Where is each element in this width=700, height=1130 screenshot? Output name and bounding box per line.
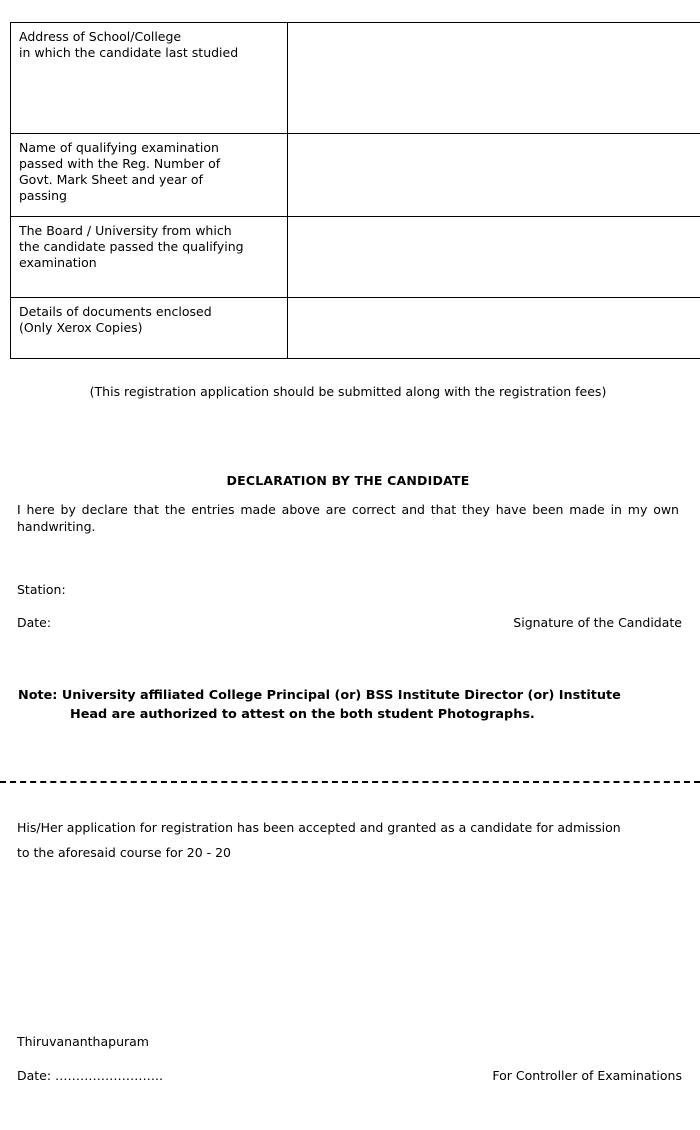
- cut-here-divider: [0, 781, 700, 783]
- candidate-details-table: [10, 22, 700, 359]
- table-row: [11, 217, 700, 298]
- office-acceptance-paragraph: [17, 815, 680, 865]
- declaration-body: I here by declare that the entries made above are correct and that they have been made in my own handwriting.: [17, 502, 679, 534]
- declaration-date-label: Date:: [17, 615, 52, 630]
- note-line-1: University affiliated College Principal (or) BSS Institute Director (or) Institute: [61, 688, 621, 703]
- registration-fees-note: (This registration application should be submitted along with the registration fees): [89, 384, 607, 399]
- note-label: Note:: [18, 688, 58, 703]
- row-value-address[interactable]: [288, 23, 700, 134]
- acceptance-line-1: His/Her application for registration has been accepted and granted as a candidate for admission: [17, 820, 621, 835]
- row-label-address: Address of School/College in which the candidate last studied: [11, 23, 288, 134]
- acceptance-line-2: to the aforesaid course for 20 - 20: [17, 845, 232, 860]
- controller-of-examinations-label: For Controller of Examinations: [492, 1068, 682, 1083]
- office-place: Thiruvananthapuram: [17, 1034, 149, 1049]
- table-row: [11, 134, 700, 217]
- signature-of-candidate-label: Signature of the Candidate: [513, 615, 682, 630]
- declaration-title: DECLARATION BY THE CANDIDATE: [226, 473, 470, 488]
- station-label: Station:: [17, 582, 66, 597]
- row-label-qualifying-exam: Name of qualifying examination passed with the Reg. Number of Govt. Mark Sheet and year of passing: [11, 134, 288, 217]
- office-date-label: Date: ……………………..: [17, 1068, 164, 1083]
- row-value-board-university[interactable]: [288, 217, 700, 298]
- table-row: [11, 298, 700, 359]
- attestation-note: [18, 686, 682, 724]
- row-label-board-university: The Board / University from which the candidate passed the qualifying examination: [11, 217, 288, 298]
- row-value-qualifying-exam[interactable]: [288, 134, 700, 217]
- note-line-2: Head are authorized to attest on the both student Photographs.: [70, 707, 535, 722]
- row-value-documents-enclosed[interactable]: [288, 298, 700, 359]
- table-row: [11, 23, 700, 134]
- row-label-documents-enclosed: Details of documents enclosed (Only Xerox Copies): [11, 298, 288, 359]
